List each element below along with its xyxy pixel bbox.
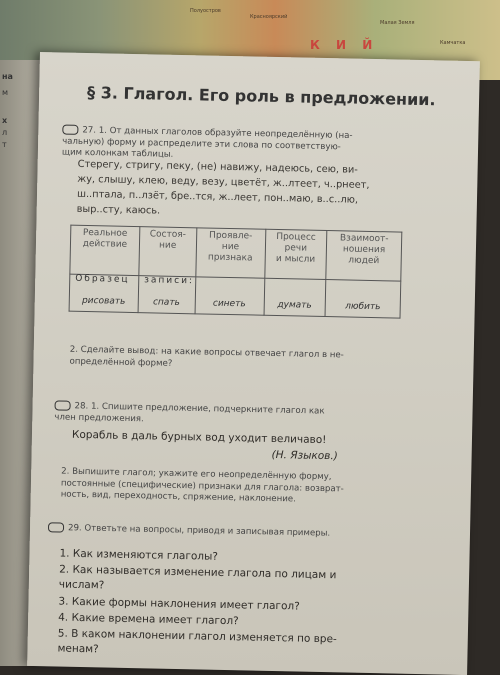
left-page-char: т: [2, 140, 7, 149]
ex27-task1-text: 27. 1. От данных глаголов образуйте неопределённую (на- чальную) форму и распределите эти слова по соответствую- щим колонкам таблицы.: [61, 124, 353, 160]
left-page-char: м: [2, 88, 9, 97]
left-page-char: л: [2, 128, 8, 137]
table-header-row: [70, 225, 402, 281]
map-label: К И Й: [310, 38, 379, 52]
textbook-page: [27, 52, 480, 675]
table-header: Реальное действие: [70, 225, 140, 275]
map-tiny-label-4: Камчатка: [440, 40, 466, 46]
table-header: Проявле- ние признака: [195, 228, 265, 278]
ex29-question: 1. Как изменяются глаголы?: [59, 547, 219, 563]
table-cell: рисовать: [69, 274, 139, 312]
ex28-quote: Корабль в даль бурных вод уходит величаво!: [71, 428, 327, 447]
table-header: Процесс речи и мысли: [264, 229, 327, 279]
table-cell: спать: [138, 276, 195, 314]
ex29-question: 4. Какие времена имеет глагол?: [58, 611, 239, 628]
section-title: § 3. Глагол. Его роль в предложении.: [86, 82, 436, 110]
table-cell: любить: [325, 280, 401, 319]
map-tiny-label-1: Полуостров: [190, 8, 221, 14]
table-cell: думать: [264, 278, 326, 316]
ex29-question: 2. Как называется изменение глагола по лицам и числам?: [58, 563, 337, 592]
pencil-icon: [48, 522, 64, 532]
ex29-task-text: 29. Ответьте на вопросы, приводя и записывая примеры.: [67, 523, 331, 539]
ex28-task1-text: 28. 1. Спишите предложение, подчеркните глагол как член предложения.: [54, 400, 325, 424]
map-tiny-label-3: Малая Земля: [380, 20, 415, 26]
verb-classification-table: [69, 225, 403, 319]
ex29-task: [48, 522, 418, 542]
map-tiny-label-2: Красноярский: [250, 14, 288, 20]
ex28-task1: [54, 388, 417, 431]
ex27-task2: 2. Сделайте вывод: на какие вопросы отвечает глагол в не- определённой форме?: [69, 344, 344, 369]
ex28-task2: 2. Выпишите глагол; укажите его неопределённую форму, постоянные (специфические) признаки для глагола: возврат- ность, вид, переходность, спряжение, наклонение.: [60, 466, 344, 505]
ex28-author: (Н. Языков.): [271, 448, 338, 463]
pencil-icon: [62, 124, 78, 134]
table-header: Состоя- ние: [139, 227, 197, 277]
table-header: Взаимоот- ношения людей: [326, 231, 402, 282]
table-cell: синеть: [195, 277, 265, 315]
left-page-char: х: [2, 116, 8, 125]
left-page-char: на: [2, 72, 13, 81]
ex29-question: 3. Какие формы наклонения имеет глагол?: [58, 595, 300, 613]
pencil-icon: [55, 400, 71, 410]
ex27-word-list: Стерегу, стригу, пеку, (не) навижу, надеюсь, сею, ви- жу, слышу, клею, веду, везу, цветёт, ж..лтеет, ч..рнеет, ш..птала, п..лзёт, бре..тся, ж..леет, пон..маю, в..с..лю, выр..сту, каюсь.: [76, 158, 370, 217]
sample-label: Образец записи:: [75, 273, 195, 287]
ex29-question: 5. В каком наклонении глагол изменяется по вре- менам?: [57, 627, 337, 656]
